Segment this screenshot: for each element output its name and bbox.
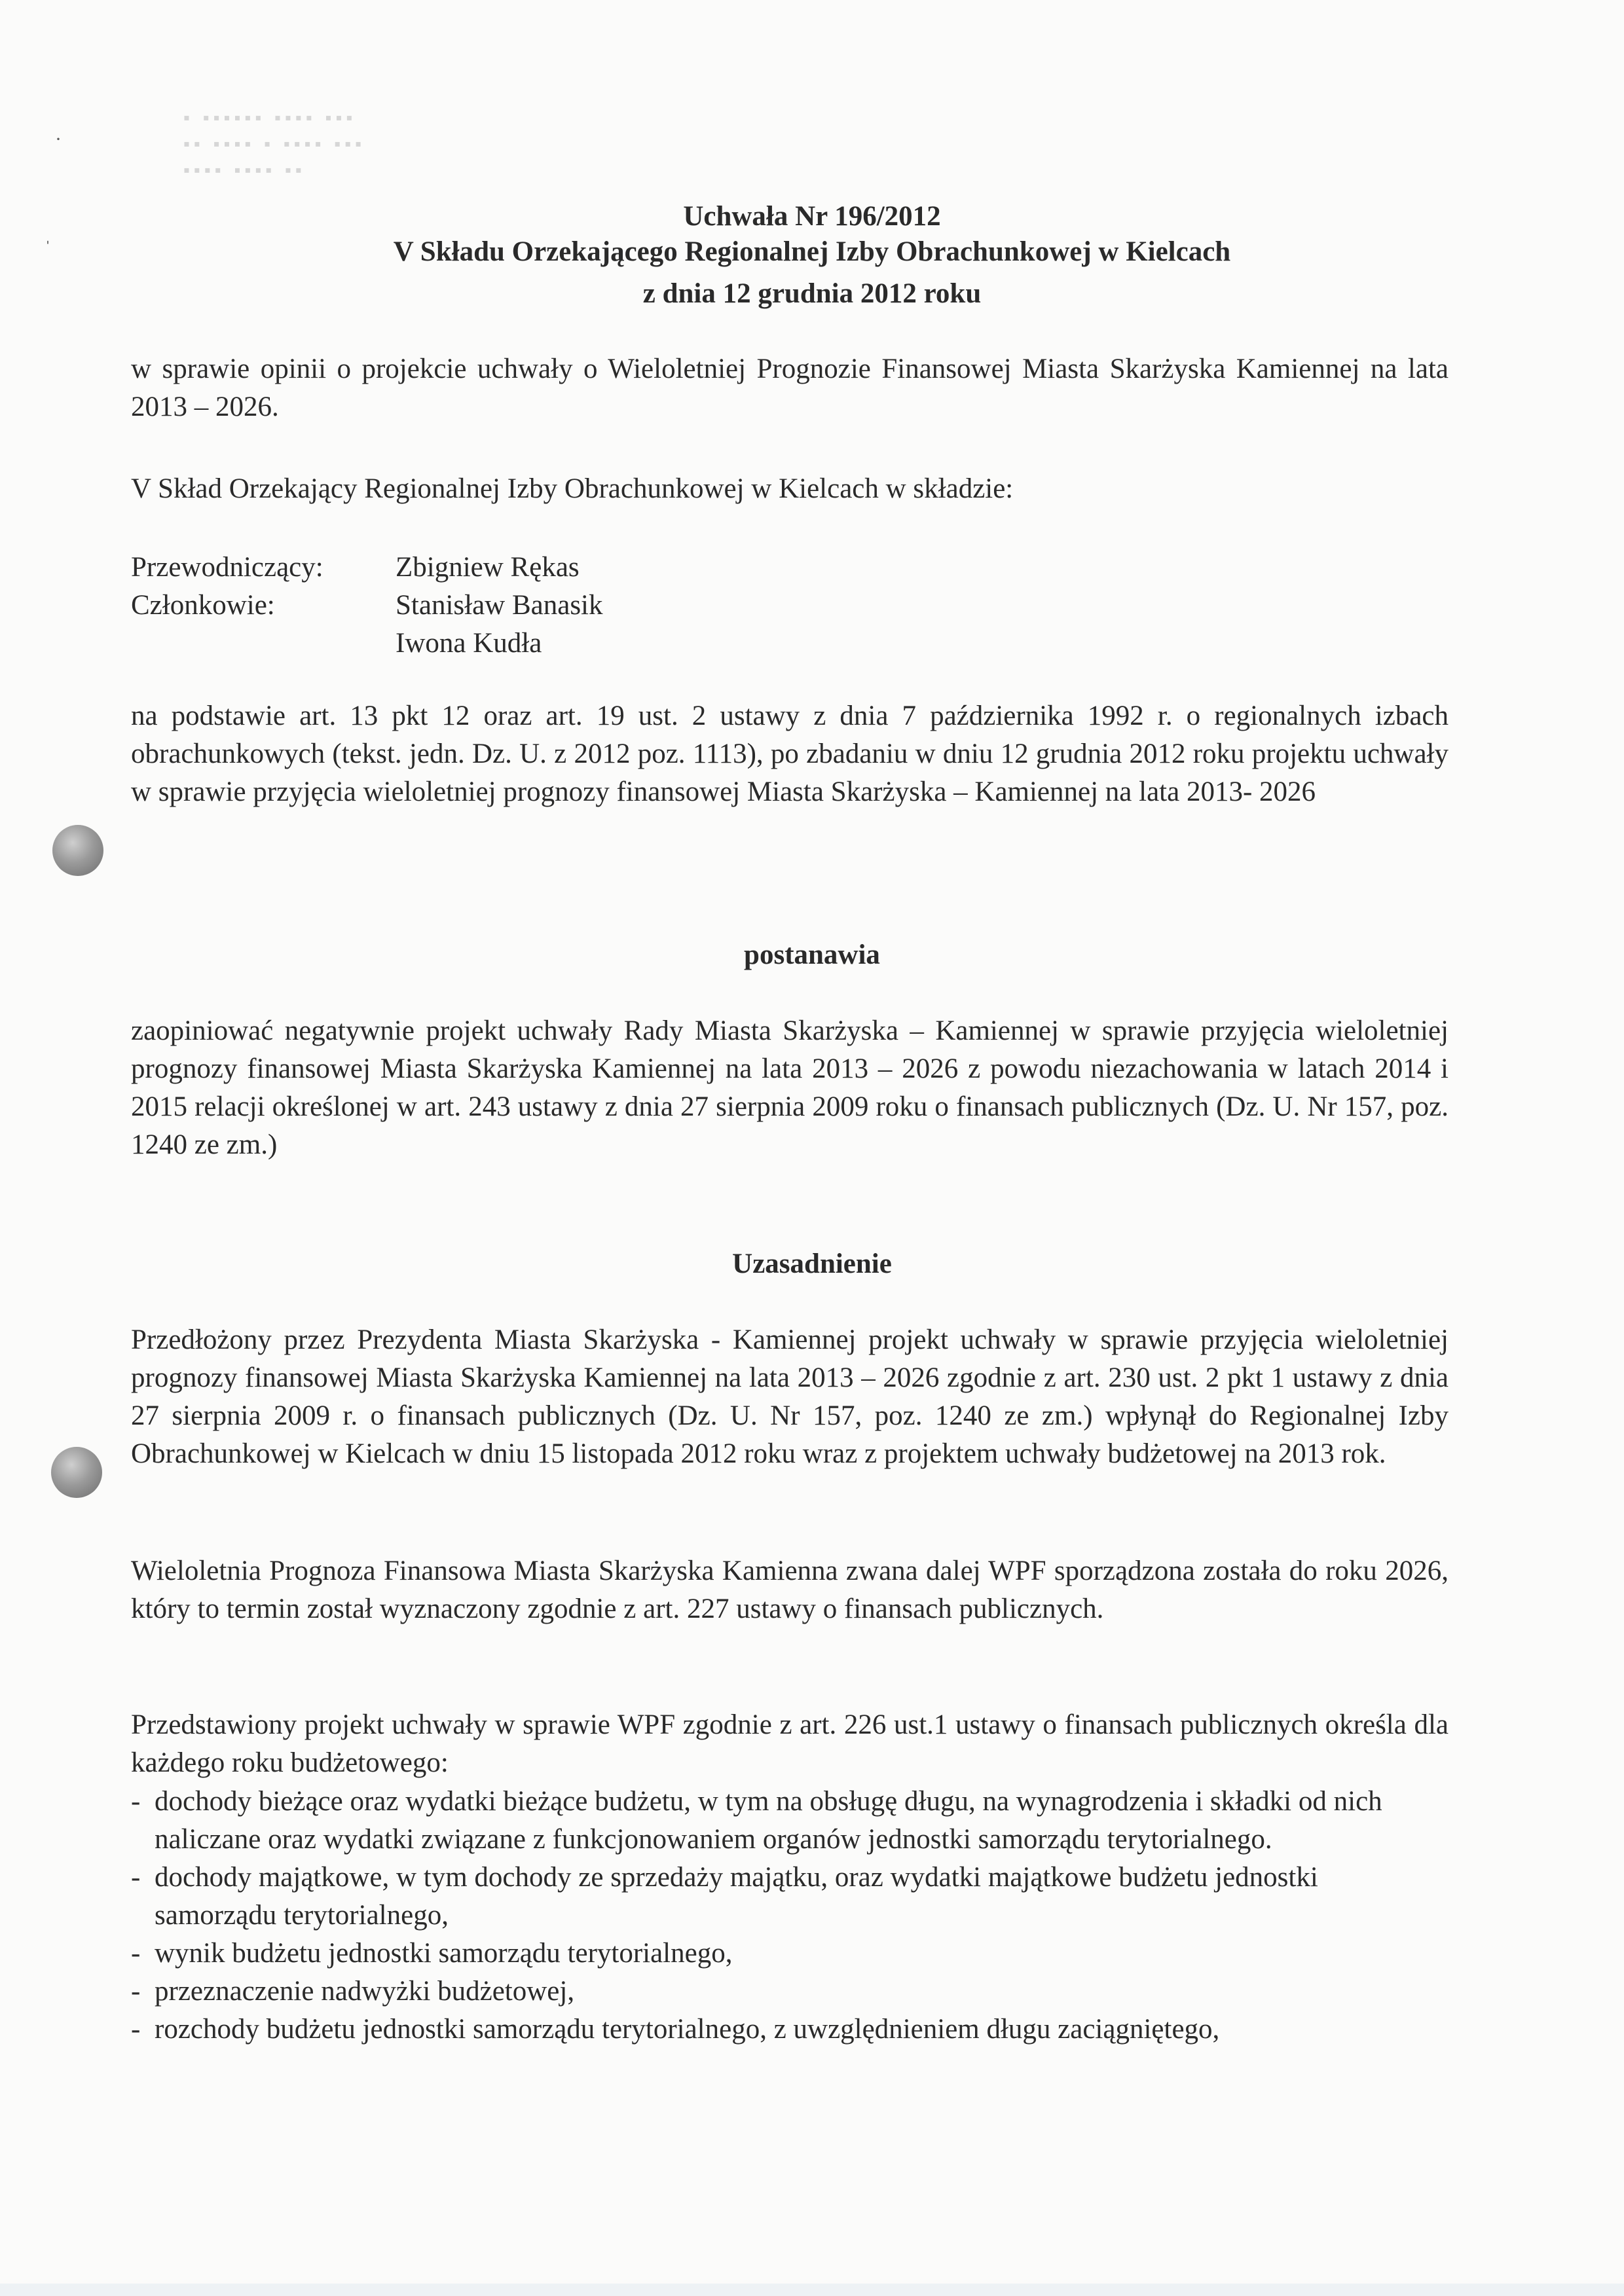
decision-heading: postanawia: [744, 939, 880, 970]
members-role: Członkowie:: [131, 590, 275, 621]
composition-intro: V Skład Orzekający Regionalnej Izby Obrachunkowej w Kielcach w składzie:: [131, 473, 1014, 504]
justification-heading: Uzasadnienie: [732, 1248, 892, 1279]
resolution-date: z dnia 12 grudnia 2012 roku: [642, 278, 982, 309]
scan-mark: ˌ: [45, 223, 51, 244]
decision-paragraph: zaopiniować negatywnie projekt uchwały Rady Miasta Skarżyska – Kamiennej w sprawie przyjęcia wieloletniej prognozy finansowej Miasta Skarżyska Kamiennej na lata 2013 – 2026 z powodu niezachowania w latach 2014 i 2015 relacji określonej w art. 243 ustawy z dnia 27 sierpnia 2009 roku o finansach publicznych (Dz. U. Nr 157, poz. 1240 ze zm.): [131, 1015, 1449, 1160]
punch-hole: [51, 1447, 102, 1498]
list-item: - dochody bieżące oraz wydatki bieżące budżetu, w tym na obsługę długu, na wynagrodzenia i składki od nich naliczane oraz wydatki związane z funkcjonowaniem organów jednostki samorządu terytorialnego.: [131, 1783, 1428, 1859]
scan-mark: ·: [55, 128, 62, 150]
justification-paragraph: Przedstawiony projekt uchwały w sprawie WPF zgodnie z art. 226 ust.1 ustawy o finansach publicznych określa dla każdego roku budżetowego:: [131, 1709, 1449, 1778]
justification-paragraph: Przedłożony przez Prezydenta Miasta Skarżyska - Kamiennej projekt uchwały w sprawie przyjęcia wieloletniej prognozy finansowej Miasta Skarżyska Kamiennej na lata 2013 – 2026 zgodnie z art. 230 ust. 2 pkt 1 ustawy z dnia 27 sierpnia 2009 r. o finansach publicznych (Dz. U. Nr 157, poz. 1240 ze zm.) wpłynął do Regionalnej Izby Obrachunkowej w Kielcach w dniu 15 listopada 2012 roku wraz z projektem uchwały budżetowej na 2013 rok.: [131, 1324, 1449, 1469]
punch-hole: [52, 825, 103, 876]
legal-basis-paragraph: na podstawie art. 13 pkt 12 oraz art. 19 ust. 2 ustawy z dnia 7 października 1992 r. o regionalnych izbach obrachunkowych (tekst. jedn. Dz. U. z 2012 poz. 1113), po zbadaniu w dniu 12 grudnia 2012 roku projektu uchwały w sprawie przyjęcia wieloletniej prognozy finansowej Miasta Skarżyska – Kamiennej na lata 2013- 2026: [131, 701, 1449, 807]
subject-paragraph: w sprawie opinii o projekcie uchwały o Wieloletniej Prognozie Finansowej Miasta Skarżyska Kamiennej na lata 2013 – 2026.: [131, 354, 1449, 422]
resolution-title: Uchwała Nr 196/2012: [683, 201, 941, 232]
member-name: Iwona Kudła: [396, 628, 542, 659]
chair-name: Zbigniew Rękas: [396, 552, 580, 583]
member-name: Stanisław Banasik: [396, 590, 603, 621]
elements-list: [131, 1783, 1428, 2049]
list-item: - przeznaczenie nadwyżki budżetowej,: [131, 1973, 1428, 2011]
list-item: - wynik budżetu jednostki samorządu terytorialnego,: [131, 1935, 1428, 1973]
list-item: - rozchody budżetu jednostki samorządu terytorialnego, z uwzględnieniem długu zaciągniętego,: [131, 2011, 1428, 2049]
list-item: - dochody majątkowe, w tym dochody ze sprzedaży majątku, oraz wydatki majątkowe budżetu jednostki samorządu terytorialnego,: [131, 1859, 1428, 1935]
composition-list: [131, 549, 603, 663]
chair-role: Przewodniczący:: [131, 552, 323, 583]
justification-paragraph: Wieloletnia Prognoza Finansowa Miasta Skarżyska Kamienna zwana dalej WPF sporządzona została do roku 2026, który to termin został wyznaczony zgodnie z art. 227 ustawy o finansach publicznych.: [131, 1556, 1449, 1624]
faded-stamp: ▪ ▪▪▪▪▪▪ ▪▪▪▪ ▪▪▪ ▪▪ ▪▪▪▪ ▪ ▪▪▪▪ ▪▪▪ ▪▪▪▪ ▪▪▪▪ ▪▪: [183, 107, 366, 180]
issuing-body: V Składu Orzekającego Regionalnej Izby Obrachunkowej w Kielcach: [393, 236, 1231, 267]
scan-bottom-edge: [0, 2284, 1624, 2296]
